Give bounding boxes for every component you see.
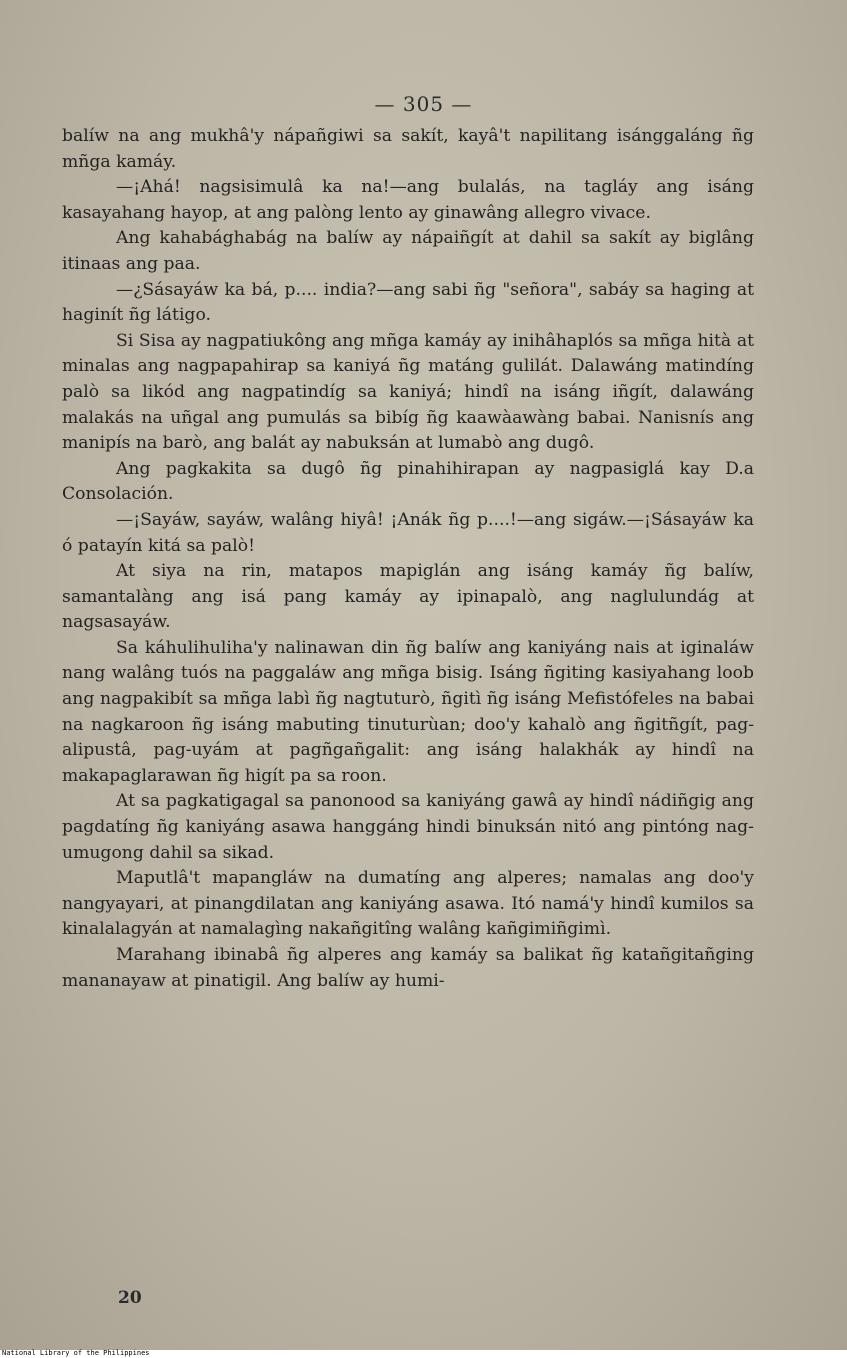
paragraph: balíw na ang mukhâ'y nápañgiwi sa sakít, kayâ't napilitang isánggaláng ñg mñga kamáy. xyxy=(62,126,754,172)
paragraph: At sa pagkatigagal sa panonood sa kaniyáng gawâ ay hindî nádiñgig ang pagdatíng ñg kaniyáng asawa hanggáng hindi binuksán nitó ang pintóng nag-umugong dahil sa sikad. xyxy=(62,791,754,863)
signature-mark: 20 xyxy=(118,1288,142,1308)
paragraph: At siya na rin, matapos mapiglán ang isáng kamáy ñg balíw, samantalàng ang isá pang kamáy ay ipinapalò, ang naglulundág at nagsasayáw. xyxy=(62,561,754,633)
paragraph: Sa káhulihuliha'y nalinawan din ñg balíw ang kaniyáng nais at iginaláw nang walâng tuós na paggaláw ang mñga bisig. Isáng ñgiting kasiyahang loob ang nagpakibít sa mñga labì ñg nagtuturò, ñgitì ñg isáng Mefistófeles na babai na nagkaroon ñg isáng mabuting tinuturùan; doo'y kahalò ang ñgitñgít, pag-alipustâ, pag-uyám at pagñgañgalit: ang isáng halakhák ay hindî na makapaglarawan ñg higít pa sa roon. xyxy=(62,637,754,786)
page-number: — 305 — xyxy=(374,92,473,116)
paragraph: Marahang ibinabâ ñg alperes ang kamáy sa balikat ñg katañgitañging mananayaw at pinatigil. Ang balíw ay humi- xyxy=(62,945,754,991)
body-text xyxy=(62,124,754,994)
paragraph: Maputlâ't mapangláw na dumatíng ang alperes; namalas ang doo'y nangyayari, at pinangdilatan ang kaniyáng asawa. Itó namá'y hindî kumilos sa kinalalagyán at namalagìng nakañgitîng walâng kañgimiñgimì. xyxy=(62,868,754,940)
library-footer: National Library of the Philippines xyxy=(2,1349,150,1357)
paragraph: Ang pagkakita sa dugô ñg pinahihirapan ay nagpasiglá kay D.a Consolación. xyxy=(62,458,754,505)
paragraph: —¿Sásayáw ka bá, p.... india?—ang sabi ñg "señora", sabáy sa haging at haginít ñg látigo. xyxy=(62,279,754,326)
paragraph: —¡Ahá! nagsisimulâ ka na!—ang bulalás, na tagláy ang isáng kasayahang hayop, at ang palòng lento ay ginawâng allegro vivace. xyxy=(62,177,754,223)
paragraph: Ang kahabághabág na balíw ay nápaiñgít at dahil sa sakít ay biglâng itinaas ang paa. xyxy=(62,228,754,274)
paragraph: —¡Sayáw, sayáw, walâng hiyâ! ¡Anák ñg p....!—ang sigáw.—¡Sásayáw ka ó patayín kitá sa palò! xyxy=(62,509,754,556)
paragraph: Si Sisa ay nagpatiukông ang mñga kamáy ay inihâhaplós sa mñga hità at minalas ang nagpapahirap sa kaniyá ñg matáng gulilát. Dalawáng matindíng palò sa likód ang nagpatindíg sa kaniyá; hindî na isáng iñgít, dalawáng malakás na uñgal ang pumulás sa bibíg ñg kaawàawàng babai. Nanisnís ang manipís na barò, ang balát ay nabuksán at lumabò ang dugô. xyxy=(62,330,754,454)
